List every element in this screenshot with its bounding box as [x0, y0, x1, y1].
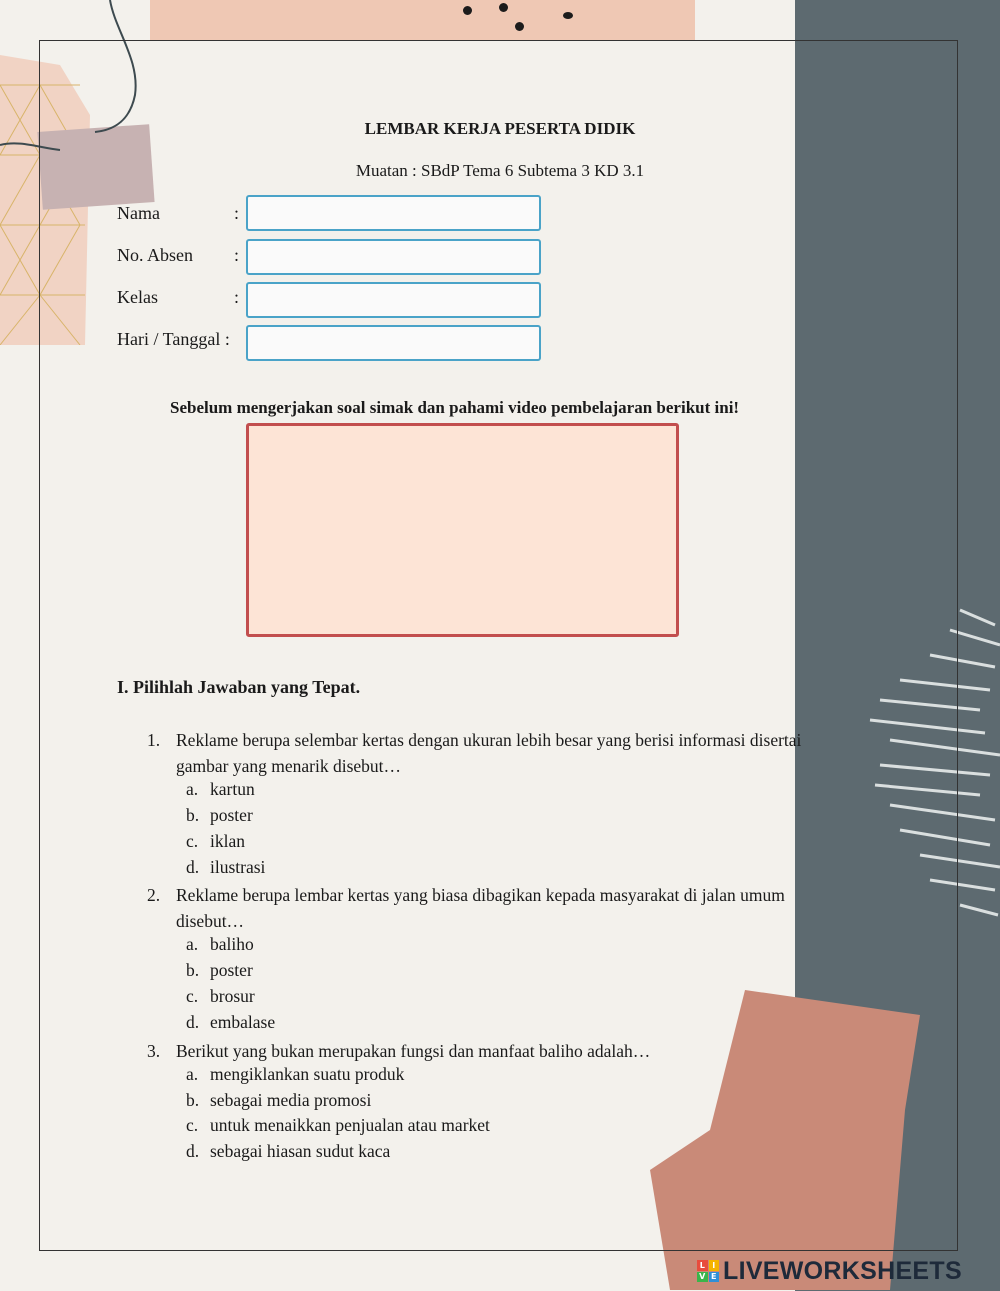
- field-colon: :: [234, 245, 240, 265]
- question-number: 3.: [147, 1041, 161, 1061]
- option-letter: a.: [186, 779, 199, 799]
- option-letter: b.: [186, 1090, 200, 1110]
- option-text: mengiklankan suatu produk: [210, 1064, 405, 1084]
- nama-input[interactable]: [246, 195, 541, 231]
- option-text: baliho: [210, 934, 254, 954]
- option-text: sebagai hiasan sudut kaca: [210, 1141, 391, 1161]
- option-letter: c.: [186, 831, 199, 851]
- option-text: ilustrasi: [210, 857, 266, 877]
- option-text: poster: [210, 960, 253, 980]
- option-text: kartun: [210, 779, 255, 799]
- decor-dot: [563, 12, 573, 19]
- field-label-absen: No. Absen: [117, 245, 193, 265]
- liveworksheets-logo-icon: [697, 1260, 719, 1282]
- option-text: poster: [210, 805, 253, 825]
- logo-letter: E: [709, 1272, 720, 1283]
- top-paper-strip: [150, 0, 695, 40]
- question-text: Reklame berupa lembar kertas yang biasa dibagikan kepada masyarakat di jalan umum: [176, 885, 785, 905]
- option-text: iklan: [210, 831, 245, 851]
- option-text: embalase: [210, 1012, 276, 1032]
- worksheet-subtitle: Muatan : SBdP Tema 6 Subtema 3 KD 3.1: [355, 161, 645, 180]
- hari-tanggal-input[interactable]: [246, 325, 541, 361]
- field-label-nama: Nama: [117, 203, 160, 223]
- section-title: I. Pilihlah Jawaban yang Tepat.: [117, 677, 361, 697]
- question-number: 1.: [147, 730, 161, 750]
- field-colon: :: [234, 287, 240, 307]
- liveworksheets-brand[interactable]: [697, 1258, 962, 1284]
- field-label-hari-tanggal: Hari / Tanggal :: [117, 329, 230, 349]
- option-letter: c.: [186, 986, 199, 1006]
- question-text: disebut…: [176, 911, 245, 931]
- option-text: brosur: [210, 986, 255, 1006]
- absen-input[interactable]: [246, 239, 541, 275]
- logo-letter: I: [709, 1260, 720, 1271]
- question-text: gambar yang menarik disebut…: [176, 756, 402, 776]
- question-text: Reklame berupa selembar kertas dengan ukuran lebih besar yang berisi informasi disertai: [176, 730, 802, 750]
- option-letter: a.: [186, 1064, 199, 1084]
- brand-text: LIVEWORKSHEETS: [723, 1256, 962, 1285]
- field-label-kelas: Kelas: [117, 287, 158, 307]
- option-letter: a.: [186, 934, 199, 954]
- option-letter: d.: [186, 1012, 200, 1032]
- video-embed[interactable]: [246, 423, 679, 637]
- question-number: 2.: [147, 885, 161, 905]
- decor-dot: [515, 22, 524, 31]
- option-letter: c.: [186, 1115, 199, 1135]
- option-letter: d.: [186, 857, 200, 877]
- option-text: sebagai media promosi: [210, 1090, 372, 1110]
- option-text: untuk menaikkan penjualan atau market: [210, 1115, 490, 1135]
- decor-dot: [499, 3, 508, 12]
- logo-letter: L: [697, 1260, 708, 1271]
- field-colon: :: [234, 203, 240, 223]
- kelas-input[interactable]: [246, 282, 541, 318]
- option-letter: d.: [186, 1141, 200, 1161]
- decor-dot: [463, 6, 472, 15]
- video-instruction: Sebelum mengerjakan soal simak dan pahami video pembelajaran berikut ini!: [170, 398, 740, 417]
- worksheet-title: LEMBAR KERJA PESERTA DIDIK: [364, 119, 636, 138]
- logo-letter: V: [697, 1272, 708, 1283]
- question-text: Berikut yang bukan merupakan fungsi dan manfaat baliho adalah…: [176, 1041, 651, 1061]
- option-letter: b.: [186, 805, 200, 825]
- option-letter: b.: [186, 960, 200, 980]
